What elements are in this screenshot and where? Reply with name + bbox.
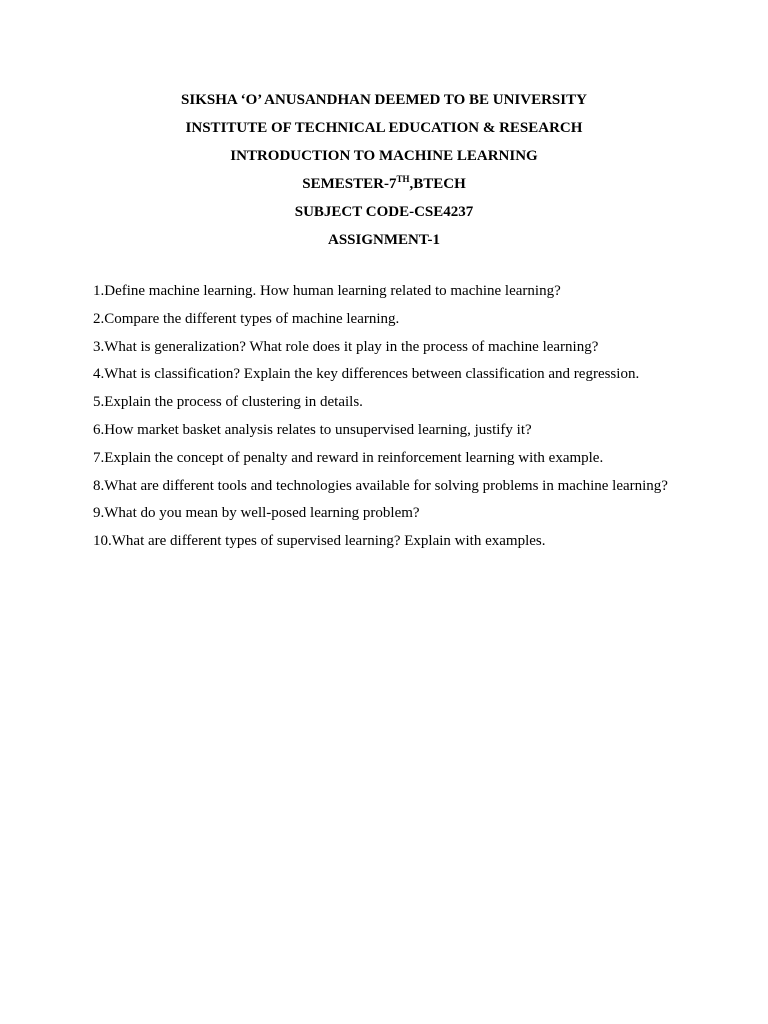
question-3: 3.What is generalization? What role does it play in the process of machine learning?: [93, 338, 599, 355]
question-5: 5.Explain the process of clustering in details.: [93, 394, 363, 411]
question-9: 9.What do you mean by well-posed learning problem?: [93, 505, 420, 522]
question-1: 1.Define machine learning. How human learning related to machine learning?: [93, 283, 561, 299]
question-6: 6.How market basket analysis relates to unsupervised learning, justify it?: [93, 421, 532, 438]
assignment-title: ASSIGNMENT-1: [328, 232, 440, 248]
semester-line: [0, 170, 768, 198]
question-2: 2.Compare the different types of machine learning.: [93, 310, 400, 327]
question-10: 10.What are different types of supervised learning? Explain with examples.: [93, 533, 546, 550]
question-4: 4.What is classification? Explain the key differences between classification and regression.: [93, 366, 640, 383]
institute-name: INSTITUTE OF TECHNICAL EDUCATION & RESEARCH: [185, 120, 583, 136]
document-header: [0, 86, 768, 254]
subject-code: SUBJECT CODE-CSE4237: [294, 204, 474, 220]
question-list: [93, 282, 675, 560]
course-title: INTRODUCTION TO MACHINE LEARNING: [230, 148, 538, 164]
question-7: 7.Explain the concept of penalty and reward in reinforcement learning with example.: [93, 449, 604, 466]
semester-prefix: SEMESTER-7: [302, 176, 397, 192]
question-8: 8.What are different tools and technologies available for solving problems in machine learning?: [93, 477, 668, 494]
semester-superscript: TH: [396, 174, 410, 184]
university-name: SIKSHA ‘O’ ANUSANDHAN DEEMED TO BE UNIVERSITY: [181, 92, 587, 108]
semester-suffix: ,BTECH: [409, 176, 466, 192]
